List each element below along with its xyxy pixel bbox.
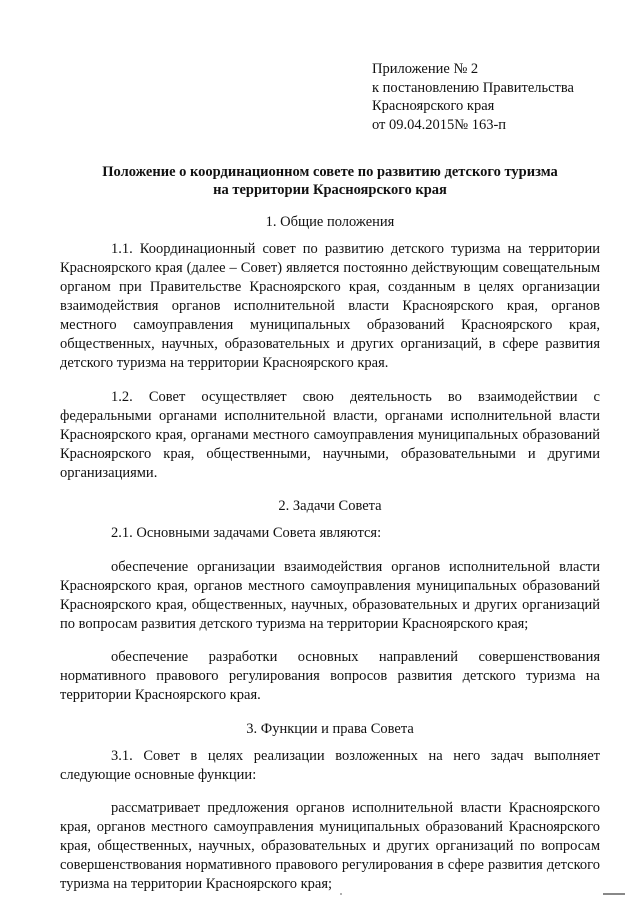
scan-corner-mark: [603, 893, 625, 895]
appendix-date: от 09.04.2015№ 163-п: [372, 116, 507, 133]
appendix-decree: к постановлению Правительства: [372, 79, 574, 96]
paragraph-3-2: рассматривает предложения органов исполнительной власти Красноярского края, органов местного самоуправления муниципальных образований Красноярского края, общественных, научных, образовательных и других организаций по вопросам совершенствования нормативного правового регулирования в сфере развития детского туризма на территории Красноярского края;: [60, 800, 600, 892]
document-body: [60, 163, 600, 909]
paragraph-2-1: 2.1. Основными задачами Совета являются:: [111, 525, 382, 541]
section-3-heading: 3. Функции и права Совета: [246, 720, 414, 737]
scan-dot-mark: [340, 893, 342, 895]
paragraph-2-2: обеспечение организации взаимодействия органов исполнительной власти Красноярского края, органов местного самоуправления муниципальных образований Красноярского края, общественных, научных, образовательных и других организаций по вопросам развития детского туризма на территории Красноярского края;: [60, 558, 600, 632]
title-line-2: на территории Красноярского края: [213, 182, 447, 198]
appendix-block: [372, 60, 574, 134]
paragraph-3-1: 3.1. Совет в целях реализации возложенных на него задач выполняет следующие основные функции:: [60, 747, 600, 783]
document-title: [60, 163, 600, 199]
paragraph-2-3: обеспечение разработки основных направлений совершенствования нормативного правового регулирования вопросов развития детского туризма на территории Красноярского края.: [60, 649, 600, 703]
paragraph-1-2: 1.2. Совет осуществляет свою деятельность во взаимодействии с федеральными органами исполнительной власти, органами исполнительной власти Красноярского края, органами местного самоуправления муниципальных образований Красноярского края, общественными, научными, образовательными и другими организациями.: [60, 388, 600, 481]
appendix-region: Красноярского края: [372, 98, 495, 114]
paragraph-1-1: 1.1. Координационный совет по развитию детского туризма на территории Красноярского края (далее – Совет) является постоянно действующим совещательным органом при Правительстве Красноярского края, созданным в целях организации взаимодействия органов исполнительной власти Красноярского края, органов местного самоуправления муниципальных образований Красноярского края, общественных, научных, образовательных и других организаций, в сфере развития детского туризма на территории Красноярского края.: [60, 241, 600, 371]
title-line-1: Положение о координационном совете по развитию детского туризма: [102, 164, 558, 180]
section-2-heading: 2. Задачи Совета: [278, 498, 382, 514]
section-1-heading: 1. Общие положения: [265, 214, 395, 230]
appendix-number: Приложение № 2: [372, 61, 479, 77]
